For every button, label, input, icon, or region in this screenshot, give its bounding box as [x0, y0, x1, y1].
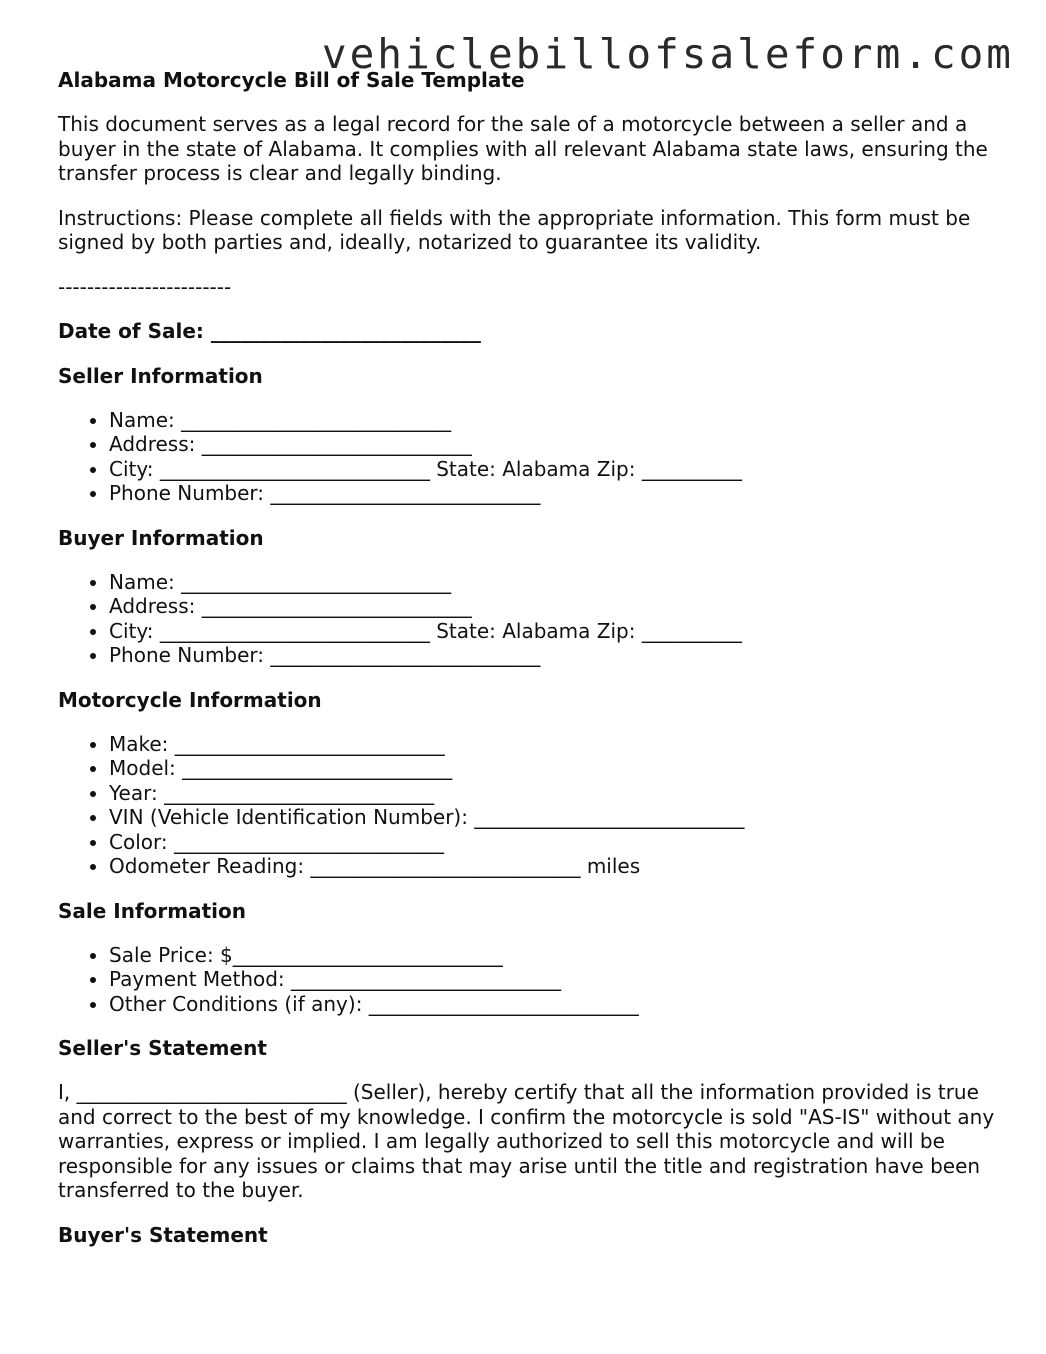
buyer-phone-field: • Phone Number: ___________________________: [109, 643, 998, 668]
instructions-paragraph: Instructions: Please complete all fields with the appropriate information. This form must be signed by both parties and, ideally, notarized to guarantee its validity.: [58, 205, 971, 254]
buyer-information-list: [58, 570, 998, 668]
motorcycle-information-list: [58, 732, 998, 879]
motorcycle-model-field: • Model: ___________________________: [109, 756, 998, 781]
separator-line: ------------------------: [58, 274, 232, 299]
sellers-statement-heading: Seller's Statement: [58, 1036, 267, 1060]
buyer-city-state-zip-field: • City: ___________________________ State: Alabama Zip: __________: [109, 619, 998, 644]
seller-address-field: • Address: ___________________________: [109, 432, 998, 457]
buyer-name-field: • Name: ___________________________: [109, 570, 998, 595]
buyers-statement-heading: Buyer's Statement: [58, 1222, 268, 1247]
intro-paragraph: This document serves as a legal record for the sale of a motorcycle between a seller and a buyer in the state of Alabama. It complies with all relevant Alabama state laws, ensuring the transfer process is clear and legally binding.: [58, 112, 988, 185]
other-conditions-field: • Other Conditions (if any): ___________________________: [109, 992, 998, 1017]
motorcycle-odometer-field: • Odometer Reading: ___________________________ miles: [109, 854, 998, 879]
motorcycle-vin-field: • VIN (Vehicle Identification Number): ___________________________: [109, 805, 998, 830]
seller-information-list: [58, 408, 998, 506]
watermark-site-name: vehiclebillofsaleform.com: [321, 30, 1014, 78]
payment-method-field: • Payment Method: ___________________________: [109, 967, 998, 992]
seller-city-state-zip-field: • City: ___________________________ State: Alabama Zip: __________: [109, 457, 998, 482]
date-of-sale-field: Date of Sale: ___________________________: [58, 319, 481, 343]
buyer-information-heading: Buyer Information: [58, 525, 264, 550]
buyer-address-field: • Address: ___________________________: [109, 594, 998, 619]
document-page: [58, 68, 998, 1247]
motorcycle-color-field: • Color: ___________________________: [109, 830, 998, 855]
sellers-statement-text: I, ___________________________ (Seller), hereby certify that all the information provided is true and correct to the best of my knowledge. I confirm the motorcycle is sold "AS-IS" without any warranties, express or implied. I am legally authorized to sell this motorcycle and will be responsible for any issues or claims that may arise until the title and registration have been transferred to the buyer.: [58, 1080, 995, 1202]
seller-information-heading: Seller Information: [58, 363, 263, 388]
motorcycle-information-heading: Motorcycle Information: [58, 687, 322, 712]
seller-phone-field: • Phone Number: ___________________________: [109, 481, 998, 506]
sale-information-heading: Sale Information: [58, 898, 246, 923]
motorcycle-year-field: • Year: ___________________________: [109, 781, 998, 806]
document-title: Alabama Motorcycle Bill of Sale Template: [58, 68, 525, 92]
seller-name-field: • Name: ___________________________: [109, 408, 998, 433]
motorcycle-make-field: • Make: ___________________________: [109, 732, 998, 757]
sale-information-list: [58, 943, 998, 1017]
sale-price-field: • Sale Price: $___________________________: [109, 943, 998, 968]
